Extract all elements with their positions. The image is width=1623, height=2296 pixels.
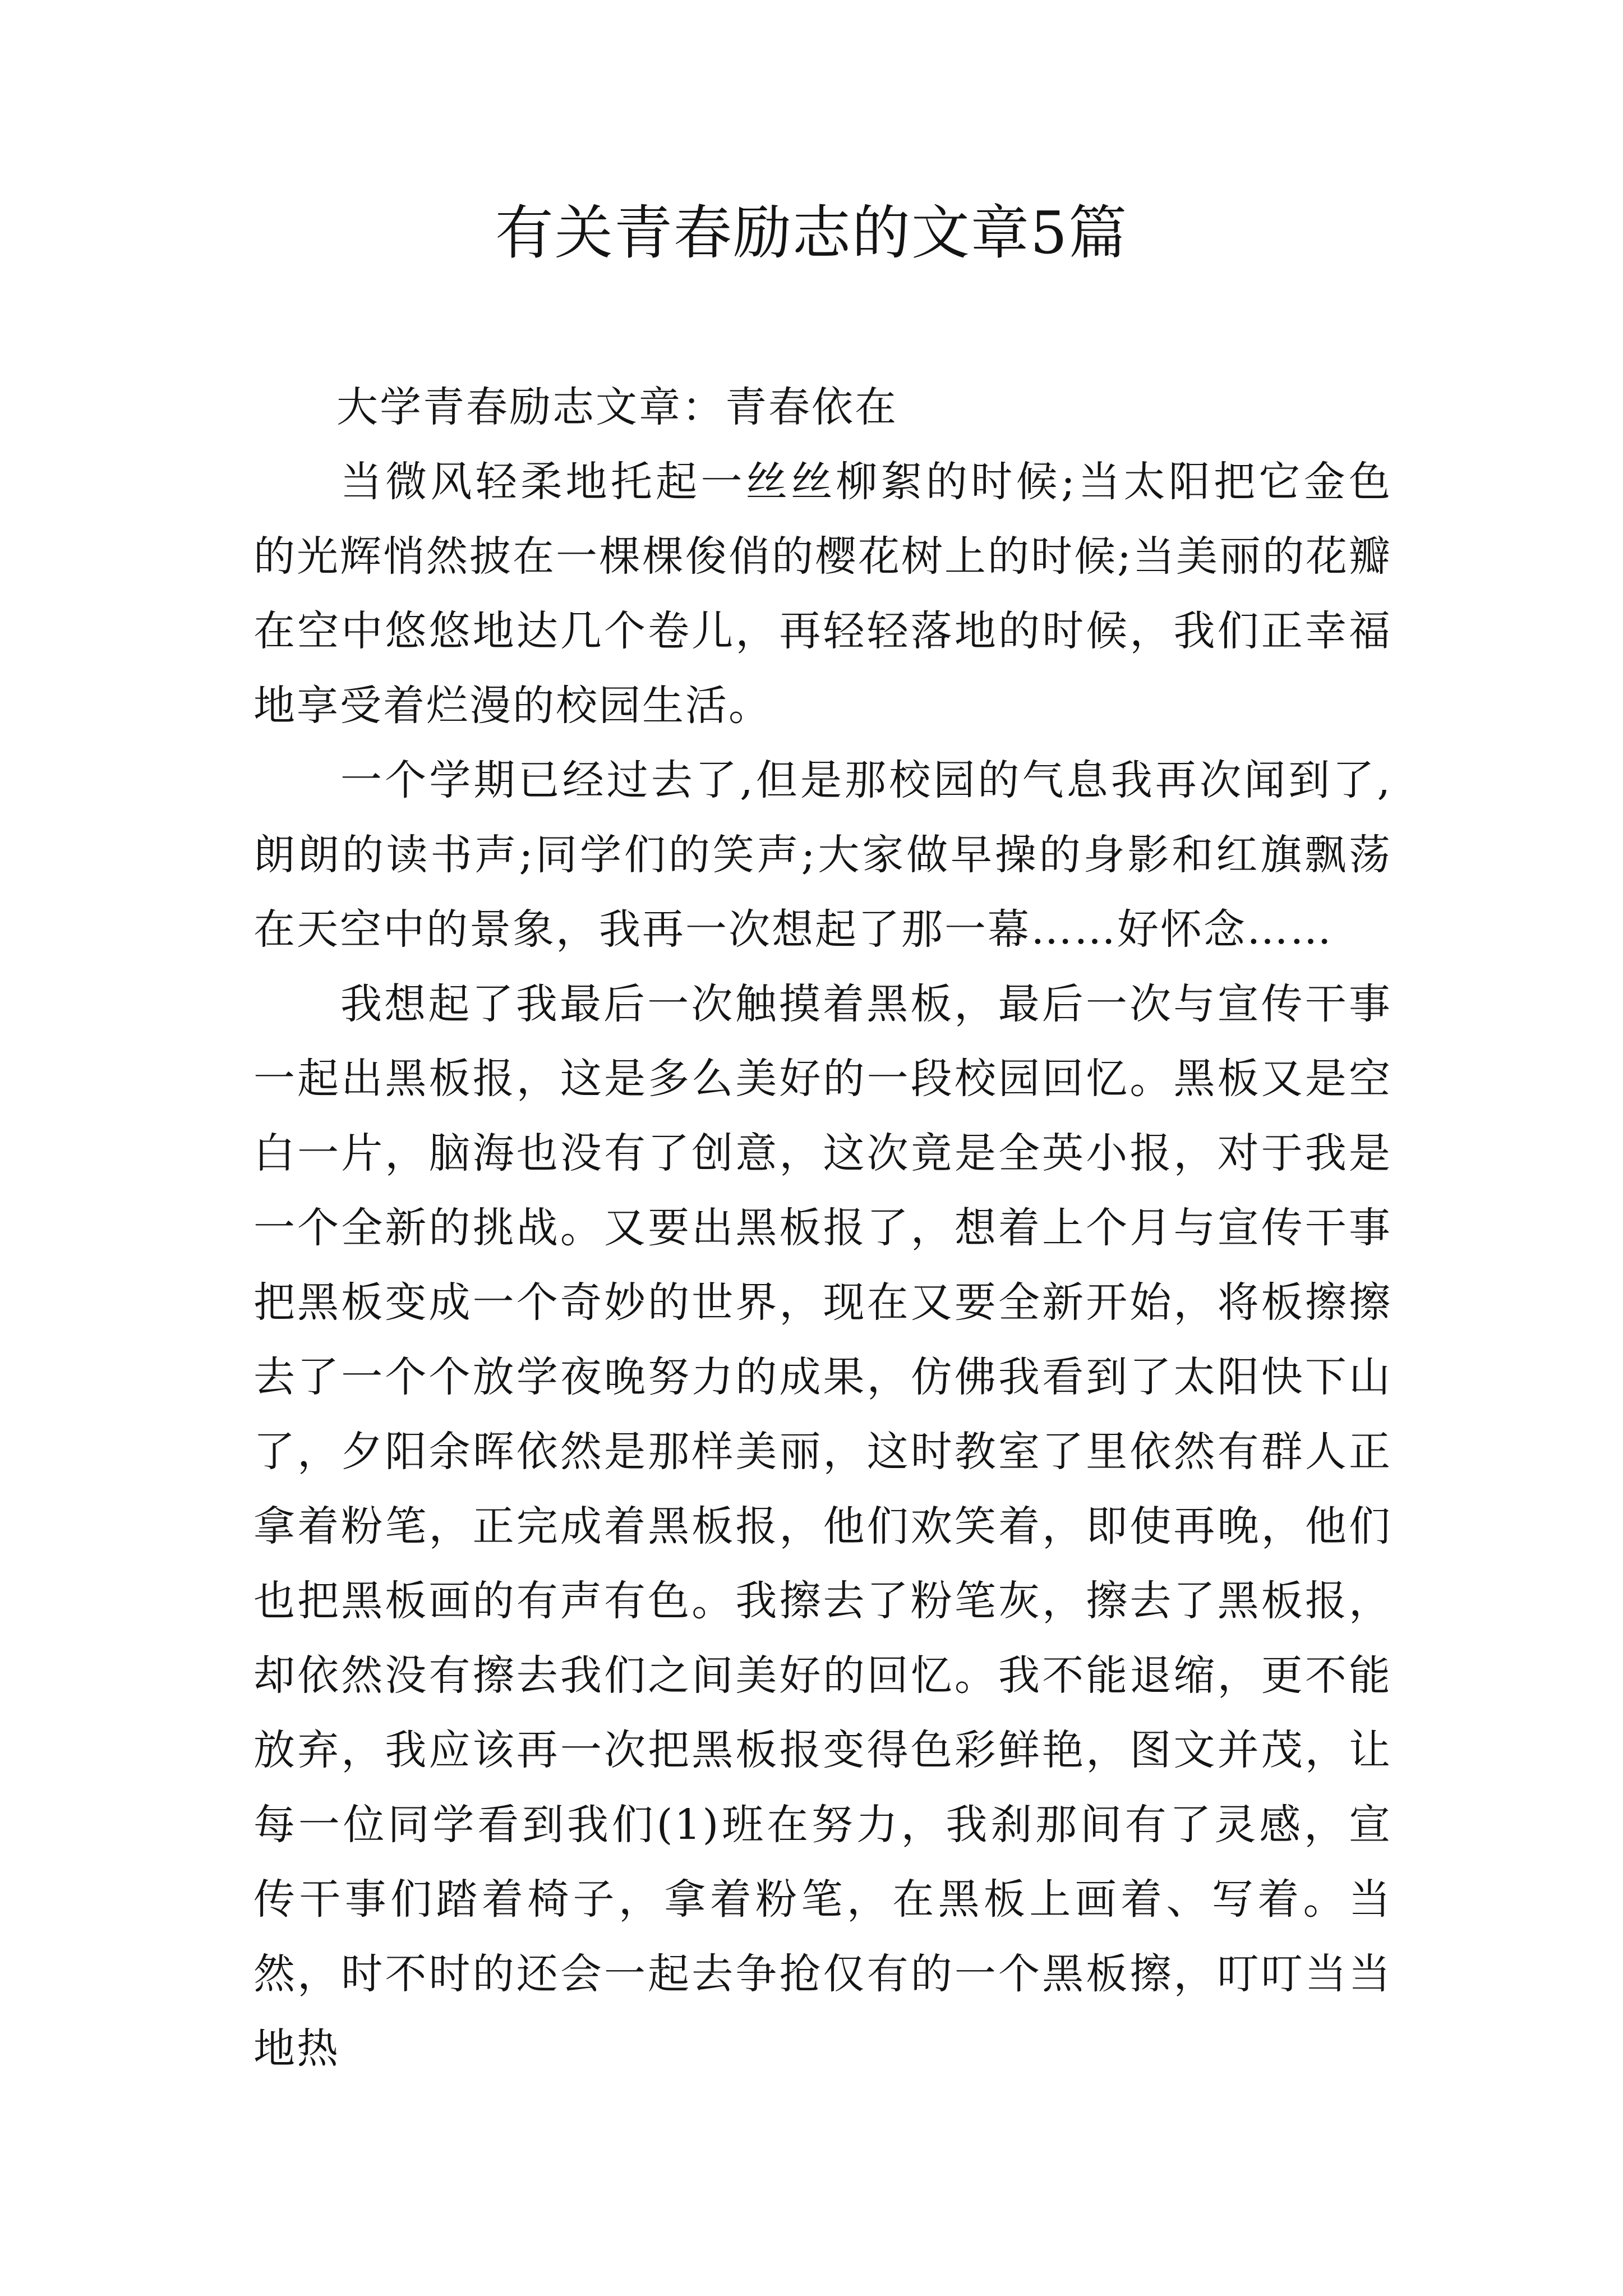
paragraph: 我想起了我最后一次触摸着黑板，最后一次与宣传干事一起出黑板报，这是多么美好的一段校园回忆。黑板又是空白一片，脑海也没有了创意，这次竟是全英小报，对于我是一个全新的挑战。又要出黑板报了，想着上个月与宣传干事把黑板变成一个奇妙的世界，现在又要全新开始，将板擦擦去了一个个放学夜晚努力的成果，仿佛我看到了太阳快下山了，夕阳余晖依然是那样美丽，这时教室了里依然有群人正拿着粉笔，正完成着黑板报，他们欢笑着，即使再晚，他们也把黑板画的有声有色。我擦去了粉笔灰，擦去了黑板报，却依然没有擦去我们之间美好的回忆。我不能退缩，更不能放弃，我应该再一次把黑板报变得色彩鲜艳，图文并茂，让每一位同学看到我们(1)班在努力，我刹那间有了灵感，宣传干事们踏着椅子，拿着粉笔，在黑板上画着、写着。当然，时不时的还会一起去争抢仅有的一个黑板擦，叮叮当当地热 xyxy=(253,980,1392,2073)
document-title: 有关青春励志的文章5篇 xyxy=(495,199,1128,267)
paragraph: 一个学期已经过去了,但是那校园的气息我再次闻到了,朗朗的读书声;同学们的笑声;大家做早操的身影和红旗飘荡在天空中的景象，我再一次想起了那一幕……好怀念…… xyxy=(253,756,1392,954)
document-body xyxy=(253,370,1392,2086)
article-subtitle: 大学青春励志文章：青春依在 xyxy=(336,383,898,431)
paragraph: 当微风轻柔地托起一丝丝柳絮的时候;当太阳把它金色的光辉悄然披在一棵棵俊俏的樱花树上的时候;当美丽的花瓣在空中悠悠地达几个卷儿，再轻轻落地的时候，我们正幸福地享受着烂漫的校园生活。 xyxy=(253,458,1392,730)
